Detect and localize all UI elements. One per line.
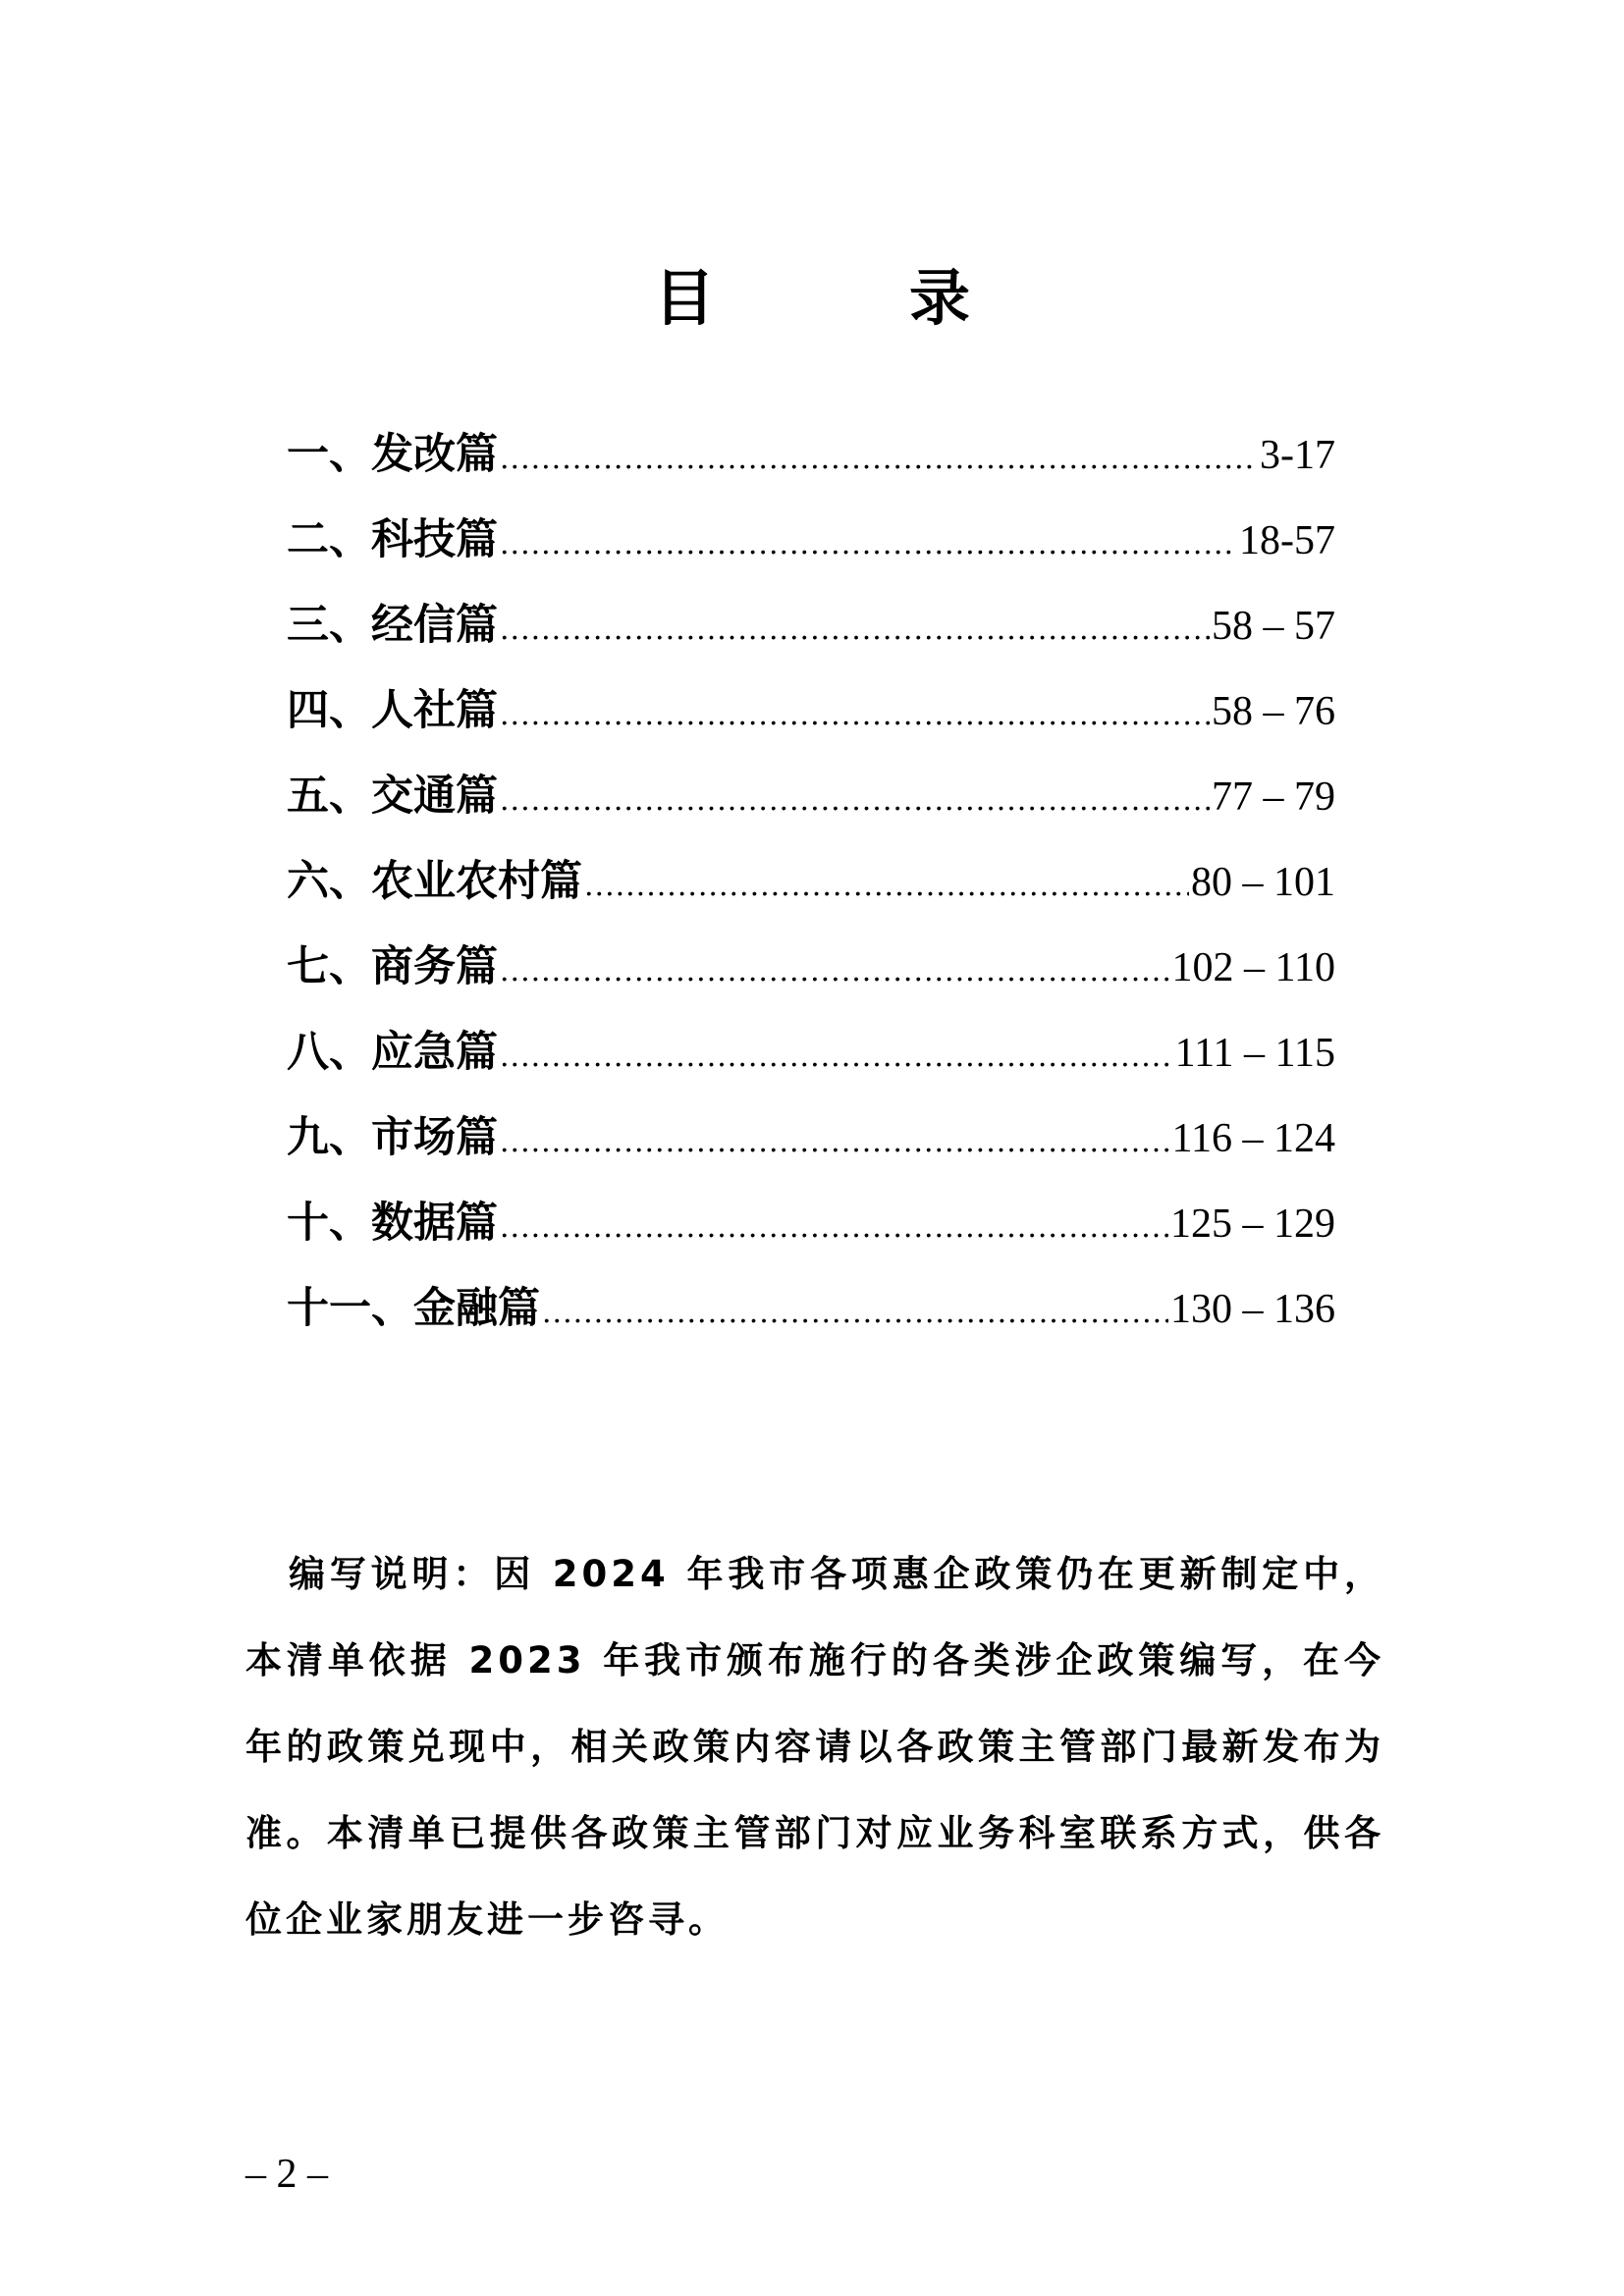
toc-entry-label: 十、数据篇: [287, 1199, 498, 1248]
toc-leader-dots: [500, 1014, 1173, 1099]
toc-leader-dots: [584, 843, 1189, 929]
toc-entry-pages: 111 – 115: [1174, 1031, 1335, 1076]
toc-entry-label: 四、人社篇: [287, 686, 498, 735]
toc-entry-shuju: [287, 1181, 1335, 1266]
toc-leader-dots: [542, 1270, 1168, 1356]
toc-entry-shichang: [287, 1095, 1335, 1181]
toc-entry-shangwu: [287, 925, 1335, 1010]
toc-entry-yingji: [287, 1010, 1335, 1095]
toc-leader-dots: [500, 502, 1237, 587]
toc-leader-dots: [500, 929, 1170, 1014]
toc-entry-keji: [287, 498, 1335, 583]
page-number: – 2 –: [245, 2152, 328, 2197]
toc-entry-pages: 77 – 79: [1212, 774, 1335, 820]
toc-entry-pages: 80 – 101: [1191, 860, 1335, 905]
toc-entry-label: 十一、金融篇: [287, 1284, 540, 1333]
toc-entry-jiaotong: [287, 754, 1335, 839]
toc-entry-nongye: [287, 839, 1335, 925]
toc-entry-label: 五、交通篇: [287, 772, 498, 821]
toc-entry-pages: 125 – 129: [1170, 1201, 1335, 1247]
compilation-note: 编写说明：因 2024 年我市各项惠企政策仍在更新制定中，本清单依据 2023 年我市颁布施行的各类涉企政策编写，在今年的政策兑现中，相关政策内容请以各政策主管部门最新发布为准。本清单已提供各政策主管部门对应业务科室联系方式，供各位企业家朋友进一步咨寻。: [245, 1553, 1384, 1941]
toc-entry-label: 一、发改篇: [287, 430, 498, 479]
toc-entry-jingxin: [287, 583, 1335, 668]
toc-entry-pages: 3-17: [1260, 433, 1335, 478]
toc-leader-dots: [500, 1185, 1168, 1270]
toc-leader-dots: [500, 672, 1210, 758]
toc-entry-pages: 18-57: [1239, 518, 1335, 563]
toc-entry-label: 八、应急篇: [287, 1028, 498, 1077]
toc-leader-dots: [500, 416, 1258, 502]
toc-entry-pages: 58 – 57: [1212, 604, 1335, 649]
page-title: 目 录: [653, 261, 1037, 334]
toc-entry-pages: 130 – 136: [1170, 1287, 1335, 1332]
toc-leader-dots: [500, 758, 1210, 843]
toc-entry-label: 三、经信篇: [287, 601, 498, 650]
table-of-contents: [287, 412, 1335, 1352]
toc-entry-label: 二、科技篇: [287, 515, 498, 564]
toc-entry-pages: 58 – 76: [1212, 689, 1335, 734]
toc-entry-label: 九、市场篇: [287, 1113, 498, 1162]
toc-entry-renshe: [287, 668, 1335, 754]
toc-entry-fagai: [287, 412, 1335, 498]
toc-leader-dots: [500, 587, 1210, 672]
toc-entry-label: 六、农业农村篇: [287, 857, 582, 906]
toc-entry-pages: 102 – 110: [1171, 945, 1335, 990]
toc-entry-label: 七、商务篇: [287, 942, 498, 991]
toc-entry-jinrong: [287, 1266, 1335, 1352]
toc-entry-pages: 116 – 124: [1171, 1116, 1335, 1161]
toc-leader-dots: [500, 1099, 1170, 1185]
